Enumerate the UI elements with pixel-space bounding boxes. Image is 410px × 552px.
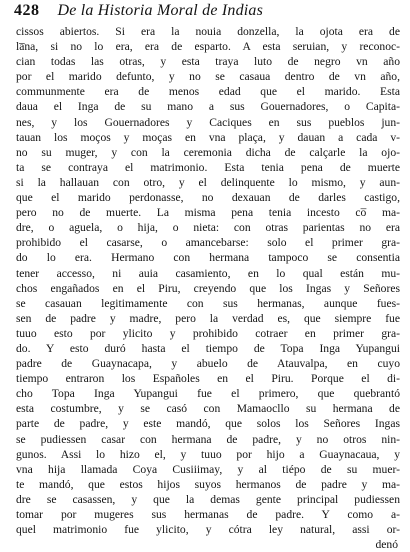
- text-line: chos engañados en el Piru, creyendo que los Ingas y Señores: [16, 281, 400, 295]
- text-line: se pudiessen casar con hermana de padre, y no otros nin-: [16, 432, 400, 446]
- text-line: gunos. Assi lo hizo el, y tuuo por hijo a Guaynacaua, y: [16, 447, 400, 461]
- text-line: tuuo esto por ylicito y prohibido cotraer en primer gra-: [16, 326, 400, 340]
- text-line: se casauan legitimamente con sus hermanas, aunque fues-: [16, 296, 400, 310]
- text-line: ta se contraya el matrimonio. Esta tenia pena de muerte: [16, 160, 400, 174]
- text-line: pero no de muerte. La misma pena tenia incesto co̅ ma-: [16, 206, 400, 220]
- text-line: nes, y los Gouernadores y Caciques en sus pueblos jun-: [16, 115, 400, 129]
- page-number: 428: [14, 2, 40, 19]
- text-line: do lo era. Hermano con hermana tampoco se consentia: [16, 251, 400, 265]
- text-line: vna hija llamada Coya Cusiiimay, y al tiépo de su muer-: [16, 462, 400, 476]
- text-line: parte de padre, y este mandó, que solos los Señores Ingas: [16, 417, 400, 431]
- text-line: no su muger, y con la ceremonia dicha de calçarle la ojo-: [16, 145, 400, 159]
- text-line: daua el Inga de su mano a sus Gouernadores, o Capita-: [16, 100, 400, 114]
- text-line: padre de Guaynacapa, y abuelo de Atauvalpa, en cuyo: [16, 357, 400, 371]
- page-header: [14, 2, 402, 26]
- text-line: tauan los moços y moças en vna plaça, y dauan a cada v-: [16, 130, 400, 144]
- text-line: communmente era de menos edad que el marido. Esta: [16, 85, 400, 99]
- text-line: que el marido perdonasse, no dexauan de darles castigo,: [16, 191, 400, 205]
- text-line: tiempo entraron los Españoles en el Piru. Porque el di-: [16, 372, 400, 386]
- running-head: De la Historia Moral de Indias: [57, 2, 264, 19]
- text-line: dre se casassen, y que la demas gente principal pudiessen: [16, 492, 400, 506]
- text-line: la̅na, si no lo era, era de esparto. A esta seruian, y reconoc-: [16, 40, 400, 54]
- text-line: por el marido defunto, y no se casaua dentro de vn año,: [16, 70, 400, 84]
- text-line: do. Y esto duró hasta el tiempo de Topa Inga Yupangui: [16, 341, 400, 355]
- text-line: dre, o aguela, o hija, o nieta: con otras parientas no era: [16, 221, 400, 235]
- text-line: cissos abiertos. Si era la nouia donzella, la ojota era de: [16, 25, 400, 38]
- text-line: cho Topa Inga Yupangui fue el primero, que quebrantó: [16, 387, 400, 401]
- text-line: te mandó, que estos hijos suyos hermanos de padre y ma-: [16, 477, 400, 491]
- text-line: tener accesso, ni auia casamiento, en lo qual están mu-: [16, 266, 400, 280]
- text-line: quel matrimonio fue ylicito, y cótra ley natural, assi or-: [16, 523, 400, 537]
- text-line: cian todas las otras, y esta traya luto de negro vn año: [16, 55, 400, 69]
- body-text: [16, 24, 400, 552]
- text-line: si la hallauan con otro, y el delinquente lo mismo, y aun-: [16, 175, 400, 189]
- catchword: denó: [375, 538, 398, 552]
- text-line: prohibido el casarse, o amancebarse: solo el primer gra-: [16, 236, 400, 250]
- text-line: sen de padre y madre, pero la verdad es, que siempre fue: [16, 311, 400, 325]
- text-line: tomar por mugeres sus hermanas de padre. Y como a-: [16, 508, 400, 521]
- text-line: esta costumbre, y se casó con Mamaocllo su hermana de: [16, 402, 400, 416]
